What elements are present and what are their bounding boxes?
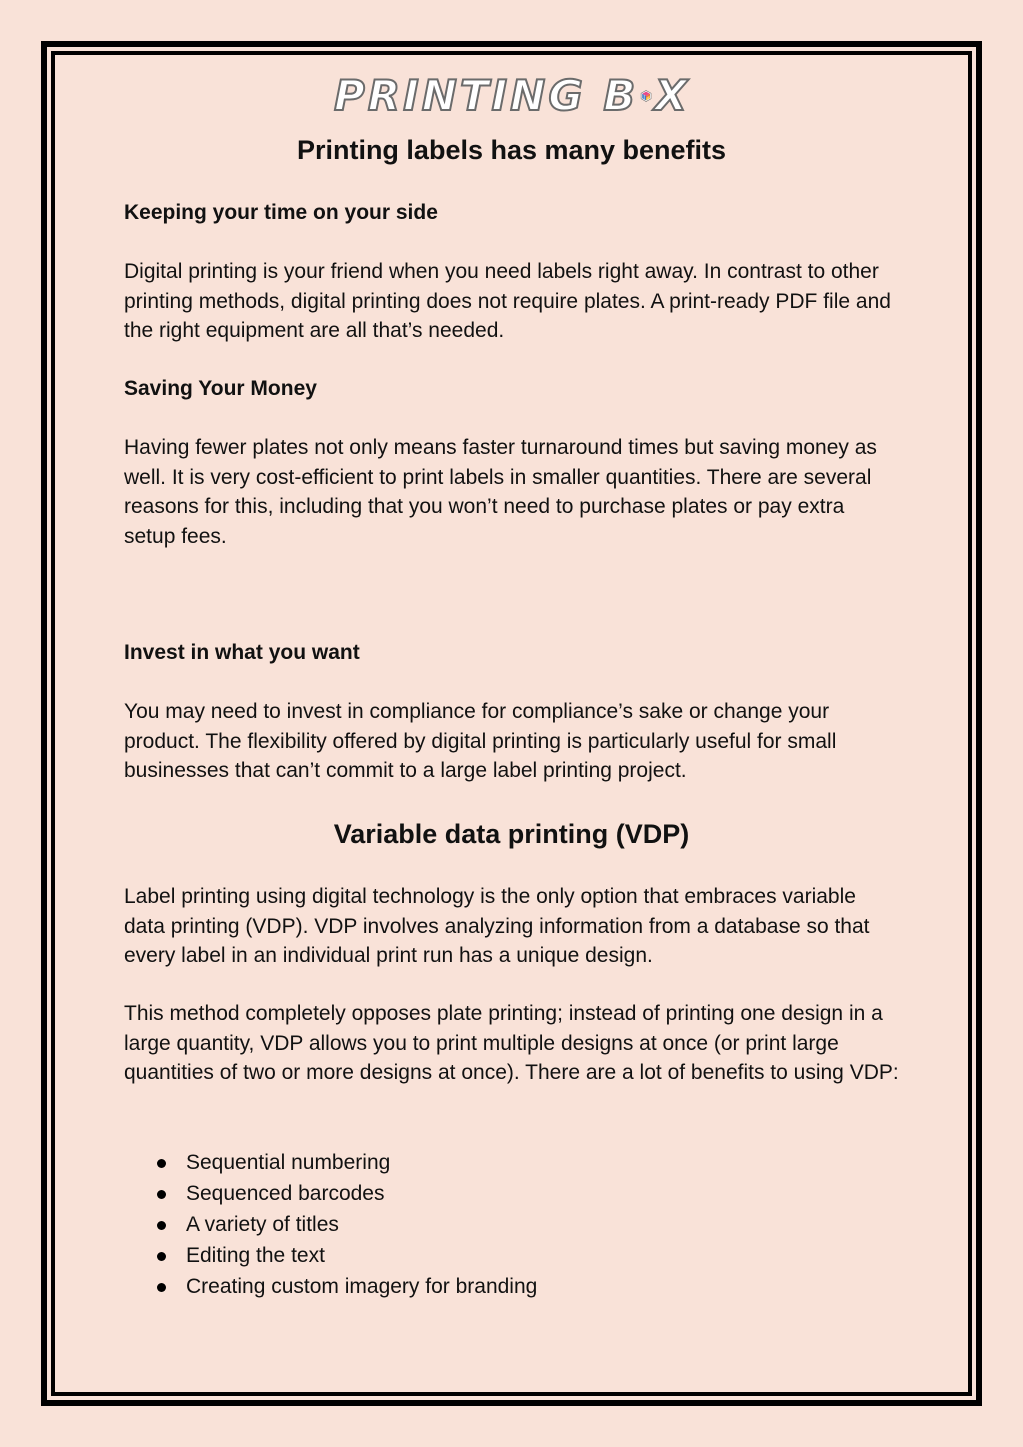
vdp-paragraph-1: Label printing using digital technology is the only option that embraces variable data printing (VDP). VDP involves analyzing information from a database so that every label in an individual print run has a unique design. xyxy=(124,885,870,967)
bullet-icon xyxy=(157,1252,166,1261)
logo-text-left: PRINTING B xyxy=(334,71,639,120)
vdp-paragraph-2: This method completely opposes plate printing; instead of printing one design in a large quantity, VDP allows you to print multiple designs at once (or print large quantities of two or more designs at once). There are a lot of benefits to using VDP: xyxy=(124,1002,899,1084)
list-item xyxy=(124,1147,537,1178)
list-item-text: Sequential numbering xyxy=(186,1151,391,1174)
section-body-time: Digital printing is your friend when you need labels right away. In contrast to other printing methods, digital printing does not require plates. A print-ready PDF file and the right equipment are all that’s needed. xyxy=(124,260,891,342)
gift-box-icon xyxy=(640,74,652,118)
section-body-money: Having fewer plates not only means faster turnaround times but saving money as well. It is very cost-efficient to print labels in smaller quantities. There are several reasons for this, including that you won’t need to purchase plates or pay extra setup fees. xyxy=(124,436,877,548)
list-item-text: A variety of titles xyxy=(186,1213,339,1236)
list-item xyxy=(124,1178,537,1209)
section-heading-invest: Invest in what you want xyxy=(124,641,360,664)
bullet-icon xyxy=(157,1159,166,1168)
section-body-invest: You may need to invest in compliance for compliance’s sake or change your product. The flexibility offered by digital printing is particularly useful for small businesses that can’t commit to a large label printing project. xyxy=(124,700,837,782)
vdp-heading: Variable data printing (VDP) xyxy=(333,819,690,849)
list-item xyxy=(124,1271,537,1302)
list-item xyxy=(124,1209,537,1240)
list-item-text: Editing the text xyxy=(186,1244,325,1267)
section-heading-money: Saving Your Money xyxy=(124,377,317,400)
list-item xyxy=(124,1240,537,1271)
list-item-text: Sequenced barcodes xyxy=(186,1182,385,1205)
page-title: Printing labels has many benefits xyxy=(296,135,727,165)
printing-box-logo xyxy=(334,64,690,128)
logo-text-right: X xyxy=(654,71,690,120)
list-item-text: Creating custom imagery for branding xyxy=(186,1275,538,1298)
bullet-icon xyxy=(157,1190,166,1199)
vdp-benefits-list xyxy=(124,1147,537,1302)
section-heading-time: Keeping your time on your side xyxy=(124,201,438,224)
bullet-icon xyxy=(157,1221,166,1230)
bullet-icon xyxy=(157,1283,166,1292)
